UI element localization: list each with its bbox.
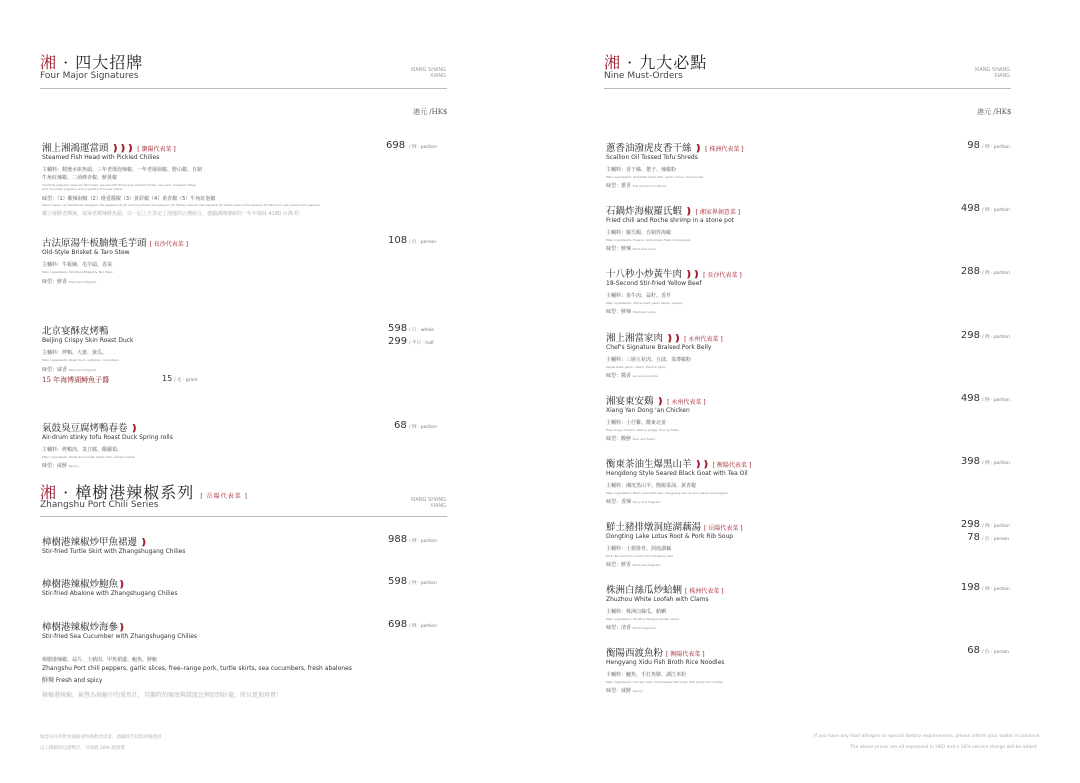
- dish-price: 398: [960, 456, 980, 467]
- price-unit: / 位 · person: [409, 240, 437, 245]
- dish-price: 498: [960, 393, 980, 404]
- dish-flavor: 味型：咸鮮 Savory: [606, 688, 643, 694]
- price-unit: / 例 · portion: [982, 145, 1010, 150]
- right-menu-page: [540, 0, 1080, 783]
- series-ingredients-en: Zhangshu Port chili peppers, garlic slices, free–range pork, turtle skirts, sea cucumbers, fresh abalones: [42, 665, 352, 672]
- series-story: 樟樹港辣椒，被譽為辣椒中的愛馬仕，其獨特的辣度與甜度比例恰到好處，所以更加珍貴！: [42, 692, 283, 699]
- price-unit: / 位 · person: [982, 650, 1010, 655]
- dish-name-en: Dongting Lake Lotus Root & Pork Rib Soup: [606, 533, 734, 540]
- dish-name: 株洲白絲瓜炒蛤蜊 [ 株洲代表菜 ]: [606, 585, 724, 596]
- dish-price: 598: [388, 323, 408, 334]
- dish-story: 獨立發酵老罈辣，每辣老罈辣鮮魚頭，以一記之方蒸定了鴻運的五種組合，盡顯湖湘傳統的一年年風味 4180 台灣 町: [42, 211, 300, 217]
- dish-tag: [ 長沙代表菜 ]: [703, 272, 742, 279]
- dish-ingredients-en: Main ingredients: Crucian carp, hand-beaten fish maw, Zhu Jiang rice noodles: [606, 680, 723, 684]
- dish-ingredients: 牛角紅辣椒、二荊條青椒、鮮黃椒: [42, 175, 118, 181]
- dish-name-en: Steamed Fish Head with Pickled Chilies: [42, 154, 160, 161]
- series-flavor: 鮮辣 Fresh and spicy: [42, 677, 103, 684]
- dish-flavor: 味型：清香 Fresh fragrance: [606, 625, 657, 631]
- dish-name: 樟樹港辣椒炒鮑魚❫: [42, 579, 126, 590]
- dish-ingredients-en: Carefully selected reservoir fish head, served with three-year pickled chilies, one-year chopped chilies,: [42, 183, 197, 187]
- price-unit: / 例 · portion: [982, 208, 1010, 213]
- dish-name: 北京宴酥皮烤鴨: [42, 326, 109, 337]
- dish-ingredients-en: Main ingredients: Black goat with skin, Hengyang tea oil, and yellow-long pepper: [606, 491, 728, 495]
- dish-name: 石鍋炸海椒羅氏蝦 ❫ [ 湘家界創意菜 ]: [606, 206, 741, 217]
- price-unit: / 位 · person: [982, 537, 1010, 542]
- dish-name-en: Xiang Yan Dong 'an Chicken: [606, 407, 690, 414]
- dish-ingredients: 主輔料：牛板腩、毛芋頭、香菜: [42, 262, 113, 268]
- dish-name: 樟樹港辣椒炒海參❫: [42, 622, 126, 633]
- dish-ingredients-en: Main ingredients: Prawns, homemade fried chili peppers: [606, 238, 691, 242]
- addon-price: 15: [162, 374, 173, 383]
- dish-ingredients: 主輔料：土仔雞、酸東北姜: [606, 420, 667, 426]
- dish-price: 198: [960, 582, 980, 593]
- price-unit: / 克 · gram: [174, 378, 198, 383]
- dish-name-en: Old-Style Brisket & Taro Stew: [42, 249, 130, 256]
- dish-tag: [ 衡陽代表菜 ]: [666, 651, 705, 658]
- dish-tag: [ 瀏陽代表菜 ]: [137, 146, 176, 153]
- dish-name-en: Beijing Crispy Skin Roast Duck: [42, 337, 134, 344]
- dish-ingredients: 主輔料：土猪排骨、洞庭湖藕: [606, 546, 672, 552]
- dish-name: 衡陽西渡魚粉 [ 衡陽代表菜 ]: [606, 648, 705, 659]
- price-unit: / 例 · portion: [409, 624, 437, 629]
- chili-level-icon: ❫: [685, 207, 693, 217]
- dish-ingredients: 主輔料：鰱魚、手打魚膠、湖江米粉: [606, 672, 687, 678]
- dish-ingredients-en: Main ingredients: Yellow beef, garlic seeds, parsley: [606, 301, 683, 305]
- dish-ingredients-en: Main ingredients: Roast duck meat, stinky tofu, pickled radish: [42, 455, 135, 459]
- dish-ingredients: 主輔料：株洲白絲瓜、蛤蜊: [606, 609, 667, 615]
- footer-allergy-note: 如您有任何飲食過敏或特殊飲食需求，請隨時告知您的服務員: [40, 735, 162, 740]
- dish-name-en: 18-Second Stir-fried Yellow Beef: [606, 280, 702, 287]
- dish-price: 68: [967, 645, 980, 656]
- price-unit: / 例 · portion: [982, 398, 1010, 403]
- section-title-four-signatures: 湘 · 四大招牌: [40, 53, 144, 72]
- dish-ingredients: 主輔料：烤鴨肉、臭豆腐、酸蘿蔔、: [42, 447, 123, 453]
- dish-ingredients: 主輔料：香干絲、蔥子、辣椒粉: [606, 167, 677, 173]
- section-title-zhangshu-chili: 湘 · 樟樹港辣椒系列 [ 岳陽代表菜 ]: [40, 483, 248, 502]
- dish-name-en: Zhuzhou White Loofah with Clams: [606, 596, 709, 603]
- dish-flavor: 味型：鮮香 Fresh and fragrant: [42, 279, 97, 285]
- dish-price-half: 299: [388, 336, 408, 347]
- dish-flavor: 味型：鮮香 Fresh and fragrant: [606, 562, 661, 568]
- dish-price: 698: [386, 140, 406, 151]
- dish-name-en: Hengyang Xidu Fish Broth Rice Noodles: [606, 659, 725, 666]
- dish-price: 98: [967, 140, 980, 151]
- addon-caviar: 15 年海博湖鱘魚子醬: [42, 376, 110, 384]
- dish-name-en: Stir-fried Turtle Skirt with Zhangshugang Chilies: [42, 548, 186, 555]
- dish-ingredients: 主輔料：烤鴨、大蔥、黃瓜、: [42, 350, 108, 356]
- dish-flavor: 味型：醬香 soy sauce aroma: [606, 373, 659, 379]
- dish-price: 598: [388, 576, 408, 587]
- dish-price: 298: [960, 519, 980, 530]
- dish-name-en: Stir-fried Abalone with Zhangshugang Chilies: [42, 590, 178, 597]
- price-unit: / 例 · portion: [982, 271, 1010, 276]
- dish-flavor: 味型：鮮辣 Fresh and spicy: [606, 309, 656, 315]
- dish-flavor: 味型：酸鮮 Sour and fresh: [606, 436, 655, 442]
- dish-ingredients-en: wild mountain peppers, and a variety of house chilies: [42, 187, 123, 191]
- price-unit: / 例 · portion: [982, 524, 1010, 529]
- dish-name: 湘上湘鴻運當頭 ❫❫❫ [ 瀏陽代表菜 ]: [42, 143, 176, 154]
- section-tag: [ 岳陽代表菜 ]: [200, 493, 248, 500]
- chili-level-icon: ❫: [140, 538, 148, 548]
- dish-ingredients: 主輔料：三層五花肉、豆豉、菜薄椒粉: [606, 357, 692, 363]
- section-subtitle: Nine Must-Orders: [604, 71, 683, 81]
- dish-name-en: Air-drum stinky tofu Roast Duck Spring rolls: [42, 434, 173, 441]
- chili-level-icon: ❫❫: [685, 270, 701, 280]
- price-unit: / 例 · portion: [409, 581, 437, 586]
- dish-tag: [ 株洲代表菜 ]: [685, 588, 724, 595]
- dish-name: 衡東茶油生爆黑山羊 ❫❫ [ 衡陽代表菜 ]: [606, 459, 752, 470]
- chili-level-icon: ❫❫: [694, 460, 710, 470]
- dish-flavor: 味型：香辣 Spicy and fragrant: [606, 499, 661, 505]
- dish-ingredients-en: Main ingredients: Zhuzhou Baigua noodle, clams: [606, 617, 680, 621]
- dish-ingredients-en: Main ingredients: Roast duck, scallions, cucumbers: [42, 358, 119, 362]
- currency-label: 港元 /HK$: [413, 108, 448, 116]
- dish-tag: [ 株洲代表菜 ]: [705, 146, 744, 153]
- dish-ingredients-en: Free-range chicken, Dalong ginger. Sour & Fresh.: [606, 428, 680, 432]
- price-unit: / 例 · portion: [409, 145, 437, 150]
- dish-flavor: 味型：咸香 Salty and fragrant: [42, 367, 96, 373]
- price-unit: / 只 · whole: [409, 328, 435, 333]
- dish-name: 蔥香油潑虎皮香干絲 ❫ [ 株洲代表菜 ]: [606, 143, 744, 154]
- dish-flavor: 味型：鮮辣 Fresh and spicy: [606, 246, 656, 252]
- dish-tag: [ 永州代表菜 ]: [684, 336, 723, 343]
- section-title-nine-must-orders: 湘 · 九大必點: [604, 53, 708, 72]
- dish-name-en: Stir-fried Sea Cucumber with Zhangshugang Chilies: [42, 633, 198, 640]
- divider: [40, 516, 447, 517]
- brand-mark: XIANG SHANG XIANG: [974, 67, 1010, 79]
- dish-name: 十八秒小炒黃牛肉 ❫❫ [ 長沙代表菜 ]: [606, 269, 742, 280]
- dish-name: 古法原湯牛板腩燉毛芋頭 [ 長沙代表菜 ]: [42, 238, 189, 249]
- dish-price: 498: [960, 203, 980, 214]
- footer-price-note: 以上價格均以港幣計，另加收 10% 服務費: [40, 746, 125, 751]
- dish-tag: [ 長沙代表菜 ]: [149, 241, 189, 248]
- dish-name: 氣鼓臭豆腐烤鴨春卷 ❫: [42, 423, 139, 434]
- dish-ingredients: 主輔料：黃牛肉、蒜籽、香芹: [606, 293, 672, 299]
- dish-name-en: Chef's Signature Braised Pork Belly: [606, 344, 712, 351]
- dish-tag: [ 永州代表菜 ]: [667, 399, 706, 406]
- dish-name: 湘宴東安鷄 ❫ [ 永州代表菜 ]: [606, 396, 706, 407]
- dish-name: 鮮土豬排燉洞庭湖藕湯 [ 岳陽代表菜 ]: [606, 522, 743, 533]
- chili-level-icon: ❫❫: [666, 334, 682, 344]
- price-unit: / 例 · portion: [982, 335, 1010, 340]
- dish-flavor: 味型：咸鮮 Savory: [42, 463, 79, 469]
- dish-ingredients: 主輔料：湘皮黑山羊、衡陽茶油、黃青椒: [606, 483, 697, 489]
- brand-mark: XIANG SHANG XIANG: [410, 497, 446, 509]
- dish-price: 68: [394, 420, 407, 431]
- price-unit: / 半只 · half: [409, 341, 434, 346]
- dish-ingredients: 主輔料：羅氏蝦、自制炸海椒: [606, 230, 672, 236]
- dish-ingredients-en: Pork ribs and lotus roots from Dongting Lake: [606, 554, 673, 558]
- dish-flavor-en: Flavor types: (1) Traditional chopped chili peppers (2) Jar aroma pickled chili peppers (3) Yellow colored chili peppers (4) Yellow-green chili peppers (5) Red horn red pickled chili peppers: [42, 203, 320, 207]
- series-ingredients: 樟樹港辣椒、蒜片、土豬肉、甲魚裙邊、鮑魚、鮮鮑: [42, 657, 158, 663]
- chili-level-icon: ❫❫❫: [111, 144, 135, 154]
- dish-price: 288: [960, 266, 980, 277]
- footer-allergy-note-en: If you have any food allergies or special dietary requirements, please inform your waiter in advance: [814, 734, 1040, 739]
- dish-name: 樟樹港辣椒炒甲魚裙邊 ❫: [42, 537, 148, 548]
- dish-price: 108: [388, 235, 408, 246]
- dish-ingredients-en: Main ingredients: Old-Style Brisket & Taro Stew: [42, 270, 113, 274]
- footer-price-note-en: The above prices are all expressed in HKD and a 10% service charge will be added: [850, 745, 1037, 750]
- dish-ingredients-en: Main ingredients: Shredded dried tofu, garlic cloves, chili powder: [606, 175, 704, 179]
- chili-level-icon: ❫: [694, 144, 703, 154]
- dish-ingredients: 主輔料：精選水庫魚頭、三年老壇泡辣椒、一年老壇剁椒、野山椒、自制: [42, 167, 203, 173]
- section-subtitle: Four Major Signatures: [40, 71, 139, 81]
- dish-price: 298: [960, 330, 980, 341]
- dish-price: 698: [388, 619, 408, 630]
- brand-mark: XIANG SHANG XIANG: [410, 67, 446, 79]
- price-unit: / 例 · portion: [982, 461, 1010, 466]
- divider: [40, 88, 447, 89]
- chili-level-icon: ❫: [118, 580, 126, 590]
- dish-ingredients-en: Yellow beef, garlic, celery. Fresh & Spicy: [606, 365, 666, 369]
- section-subtitle: Zhangshu Port Chili Series: [40, 500, 159, 510]
- chili-level-icon: ❫: [118, 623, 126, 633]
- currency-label: 港元 /HK$: [977, 108, 1012, 116]
- dish-tag: [ 湘家界創意菜 ]: [695, 209, 741, 216]
- dish-name-en: Hengdong Style Seared Black Goat with Tea Oil: [606, 470, 748, 477]
- dish-price-secondary: 78: [967, 532, 980, 543]
- dish-tag: [ 衡陽代表菜 ]: [712, 462, 752, 469]
- divider: [604, 88, 1011, 89]
- price-unit: / 例 · portion: [409, 425, 437, 430]
- price-unit: / 例 · portion: [982, 587, 1010, 592]
- price-unit: / 例 · portion: [409, 539, 437, 544]
- dish-flavor: 味型：（1）酸辣剁椒（2）燈香醬椒（3）黃彩椒（4）黃青椒（5）牛角紅泡椒: [42, 196, 216, 202]
- dish-name-en: Fried chili and Roche shrimp in a stone pot: [606, 217, 734, 224]
- dish-flavor: 味型：蔥香 The aroma of scallions: [606, 183, 667, 189]
- dish-name-en: Scallion Oil Tossed Tofu Shreds: [606, 154, 698, 161]
- chili-level-icon: ❫: [656, 397, 665, 407]
- dish-name: 湘上湘當家肉 ❫❫ [ 永州代表菜 ]: [606, 333, 723, 344]
- dish-price: 988: [388, 534, 408, 545]
- chili-level-icon: ❫: [130, 424, 139, 434]
- dish-tag: [ 岳陽代表菜 ]: [704, 525, 743, 532]
